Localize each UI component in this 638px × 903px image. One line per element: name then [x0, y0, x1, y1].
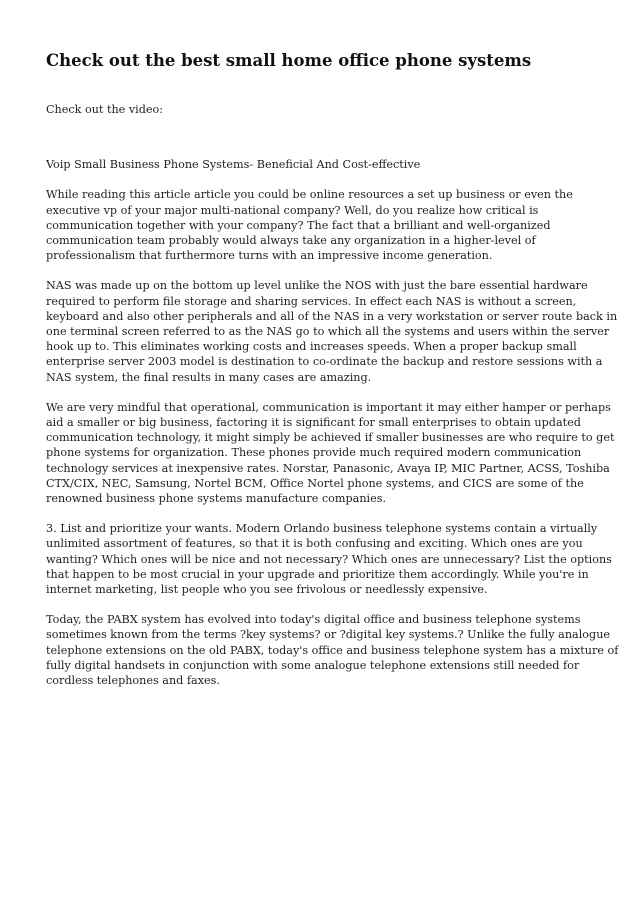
paragraph-line: unlimited assortment of features, so that it is both confusing and exciting. Which ones are you: [46, 537, 583, 551]
paragraph-line: Today, the PABX system has evolved into today's digital office and business telephone systems: [46, 613, 581, 627]
paragraph-5: [46, 612, 619, 688]
paragraph-line: enterprise server 2003 model is destination to co-ordinate the backup and restore sessions with a: [46, 355, 603, 369]
paragraph-line: communication team probably would always take any organization in a higher-level of: [46, 234, 536, 248]
paragraph-line: that happen to be most crucial in your upgrade and prioritize them accordingly. While you're in: [46, 567, 589, 581]
paragraph-line: fully digital handsets in conjunction with some analogue telephone extensions still needed for: [46, 658, 580, 672]
paragraph-line: technology services at inexpensive rates. Norstar, Panasonic, Avaya IP, MIC Partner, ACSS, Toshiba: [46, 461, 610, 475]
paragraph-line: cordless telephones and faxes.: [46, 674, 220, 688]
paragraph-line: hook up to. This eliminates working costs and increases speeds. When a proper backup small: [46, 340, 577, 354]
paragraph-line: sometimes known from the terms ?key systems? or ?digital key systems.? Unlike the fully analogue: [46, 628, 611, 642]
paragraph-line: executive vp of your major multi-national company? Well, do you realize how critical is: [46, 203, 539, 217]
paragraph-line: communication together with your company? The fact that a brilliant and well-organized: [46, 218, 551, 232]
article-subheading: Voip Small Business Phone Systems- Beneficial And Cost-effective: [46, 158, 421, 172]
paragraph-line: wanting? Which ones will be nice and not necessary? Which ones are unnecessary? List the options: [46, 552, 612, 566]
paragraph-line: We are very mindful that operational, communication is important it may either hamper or perhaps: [46, 400, 611, 414]
paragraph-line: communication technology, it might simply be achieved if smaller businesses are who require to get: [46, 431, 615, 445]
paragraph-1: [46, 187, 596, 263]
paragraph-line: renowned business phone systems manufacture companies.: [46, 492, 387, 506]
paragraph-3: [46, 400, 615, 506]
video-line: Check out the video:: [46, 103, 164, 116]
paragraph-2: [46, 278, 618, 384]
document-page: [46, 50, 619, 688]
document-title: Check out the best small home office phone systems: [46, 51, 532, 70]
paragraph-4: [46, 521, 612, 597]
paragraph-line: CTX/CIX, NEC, Samsung, Nortel BCM, Office Nortel phone systems, and CICS are some of the: [46, 476, 584, 490]
paragraph-line: professionalism that furthermore turns with an impressive income generation.: [46, 249, 493, 263]
paragraph-line: keyboard and also other peripherals and all of the NAS in a very workstation or server route back in: [46, 309, 618, 323]
paragraph-line: required to perform file storage and sharing services. In effect each NAS is without a screen,: [46, 294, 577, 308]
paragraph-line: telephone extensions on the old PABX, today's office and business telephone system has a mixture of: [46, 643, 619, 657]
paragraph-line: 3. List and prioritize your wants. Modern Orlando business telephone systems contain a virtually: [46, 522, 598, 536]
paragraph-line: While reading this article article you could be online resources a set up business or even the: [46, 188, 573, 202]
paragraph-line: phone systems for organization. These phones provide much required modern communication: [46, 446, 582, 460]
paragraph-line: NAS system, the final results in many cases are amazing.: [46, 370, 372, 384]
paragraph-line: aid a smaller or big business, factoring it is significant for small enterprises to obtain updated: [46, 416, 581, 430]
paragraph-line: internet marketing, list people who you see frivolous or needlessly expensive.: [46, 583, 488, 597]
paragraph-line: one terminal screen referred to as the NAS go to which all the systems and users within the server: [46, 325, 610, 339]
paragraph-line: NAS was made up on the bottom up level unlike the NOS with just the bare essential hardware: [46, 279, 588, 293]
